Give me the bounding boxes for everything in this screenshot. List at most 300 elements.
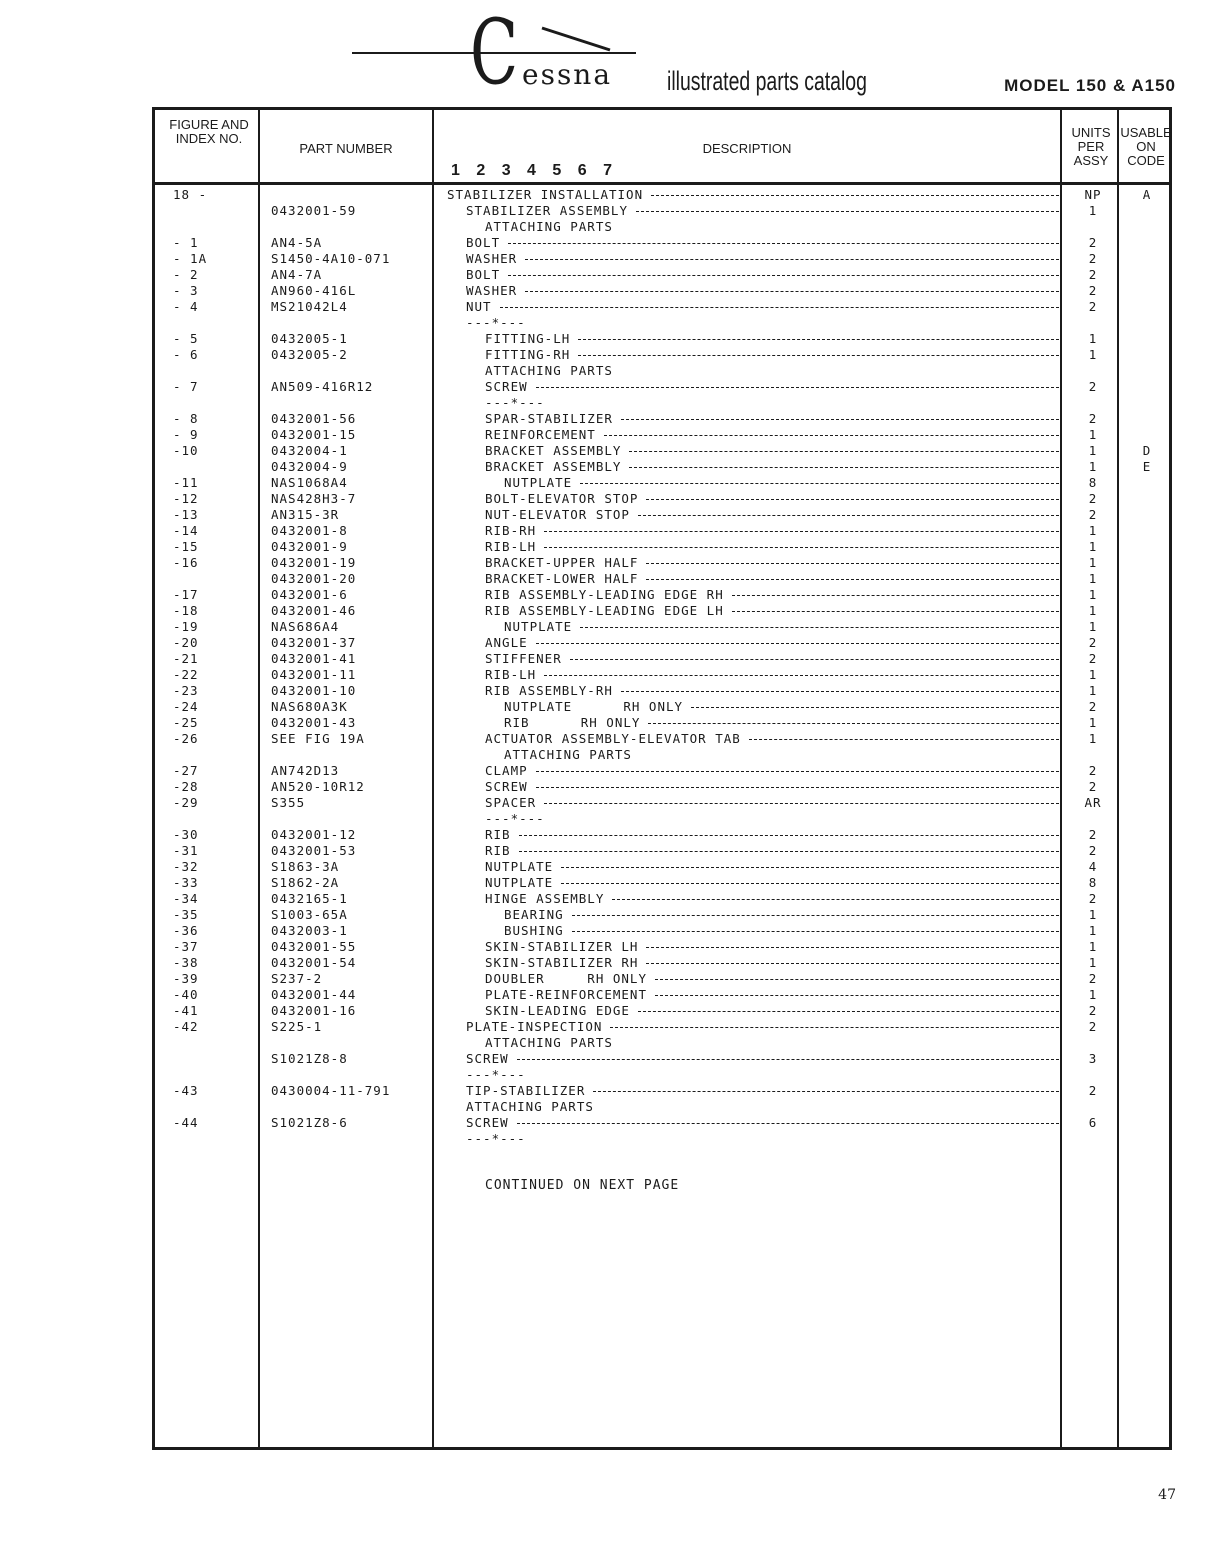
cessna-logo-c: C (470, 0, 517, 105)
leader-dashes (655, 995, 1059, 996)
units-per-assy: 2 (1088, 891, 1098, 906)
table-row (155, 811, 1169, 827)
units-per-assy: 1 (1088, 587, 1098, 602)
description-text: ATTACHING PARTS (485, 1035, 613, 1050)
units-per-assy: 2 (1088, 235, 1098, 250)
description-text: BOLT (466, 267, 501, 282)
part-number: S1863-3A (271, 859, 340, 874)
usable-on-code: E (1142, 459, 1152, 474)
part-number: 0432001-43 (271, 715, 357, 730)
part-number: 0432001-54 (271, 955, 357, 970)
description-cell (447, 267, 1059, 283)
description-cell (447, 907, 1059, 923)
description-text: RIB ASSEMBLY-LEADING EDGE LH (485, 603, 724, 618)
description-cell (447, 283, 1059, 299)
units-per-assy: 2 (1088, 779, 1098, 794)
units-per-assy: 2 (1088, 651, 1098, 666)
units-per-assy: 1 (1088, 683, 1098, 698)
description-text: ---*--- (466, 1131, 526, 1146)
description-cell (447, 475, 1059, 491)
description-text: ---*--- (466, 1067, 526, 1082)
part-number: AN742D13 (271, 763, 340, 778)
part-number: 0432003-1 (271, 923, 348, 938)
table-row (155, 891, 1169, 907)
part-number: 0432005-2 (271, 347, 348, 362)
header-divider (155, 182, 1169, 185)
part-number: 0432001-8 (271, 523, 348, 538)
table-row (155, 763, 1169, 779)
units-per-assy: 1 (1088, 667, 1098, 682)
units-per-assy: 2 (1088, 379, 1098, 394)
table-row (155, 907, 1169, 923)
description-cell (447, 619, 1059, 635)
part-number: 0432004-9 (271, 459, 348, 474)
col-header-figure: FIGURE AND INDEX NO. (169, 117, 249, 146)
index-number: -31 (173, 843, 199, 858)
leader-dashes (636, 211, 1059, 212)
table-row (155, 923, 1169, 939)
leader-dashes (561, 867, 1059, 868)
units-per-assy: 3 (1088, 1051, 1098, 1066)
description-cell (447, 1051, 1059, 1067)
leader-dashes (749, 739, 1059, 740)
description-text: ANGLE (485, 635, 528, 650)
table-row (155, 267, 1169, 283)
part-number: 0432001-59 (271, 203, 357, 218)
index-number: -33 (173, 875, 199, 890)
description-text: NUTPLATE RH ONLY (504, 699, 684, 714)
description-text: SCREW (485, 779, 528, 794)
leader-dashes (629, 467, 1059, 468)
leader-dashes (561, 883, 1059, 884)
leader-dashes (612, 899, 1059, 900)
description-cell (447, 331, 1059, 347)
description-cell (447, 811, 1059, 827)
page-number: 47 (1158, 1487, 1176, 1503)
description-text: RIB ASSEMBLY-LEADING EDGE RH (485, 587, 724, 602)
description-text: BRACKET ASSEMBLY (485, 443, 622, 458)
description-cell (447, 571, 1059, 587)
description-text: SKIN-LEADING EDGE (485, 1003, 630, 1018)
table-row (155, 555, 1169, 571)
part-number: S225-1 (271, 1019, 323, 1034)
leader-dashes (610, 1027, 1059, 1028)
units-per-assy: NP (1084, 187, 1102, 202)
part-number: 0432001-6 (271, 587, 348, 602)
description-text: DOUBLER RH ONLY (485, 971, 647, 986)
table-row (155, 667, 1169, 683)
units-per-assy: 2 (1088, 507, 1098, 522)
leader-dashes (604, 435, 1059, 436)
units-per-assy: 1 (1088, 715, 1098, 730)
index-number: -44 (173, 1115, 199, 1130)
description-cell (447, 875, 1059, 891)
description-cell (447, 363, 1059, 379)
description-text: ---*--- (485, 811, 545, 826)
description-text: SPACER (485, 795, 537, 810)
part-number: 0432001-41 (271, 651, 357, 666)
index-number: -16 (173, 555, 199, 570)
catalog-title: illustrated parts catalog (667, 66, 867, 96)
index-number: -37 (173, 939, 199, 954)
leader-dashes (570, 659, 1059, 660)
part-number: NAS1068A4 (271, 475, 348, 490)
usable-on-code: D (1142, 443, 1152, 458)
description-text: SPAR-STABILIZER (485, 411, 613, 426)
description-cell (447, 939, 1059, 955)
table-row (155, 603, 1169, 619)
part-number: 0430004-11-791 (271, 1083, 391, 1098)
leader-dashes (593, 1091, 1059, 1092)
table-row (155, 587, 1169, 603)
description-cell (447, 315, 1059, 331)
index-number: 18 - (173, 187, 208, 202)
index-number: -29 (173, 795, 199, 810)
index-number: -26 (173, 731, 199, 746)
units-per-assy: 1 (1088, 347, 1098, 362)
leader-dashes (580, 627, 1059, 628)
part-number: S1021Z8-6 (271, 1115, 348, 1130)
description-text: RIB (485, 827, 511, 842)
index-number: - 1 (173, 235, 199, 250)
part-number: 0432001-46 (271, 603, 357, 618)
table-row (155, 651, 1169, 667)
description-cell (447, 1003, 1059, 1019)
table-row (155, 827, 1169, 843)
index-number: - 1A (173, 251, 208, 266)
description-cell (447, 603, 1059, 619)
table-row (155, 331, 1169, 347)
description-cell (447, 779, 1059, 795)
description-cell (447, 891, 1059, 907)
units-per-assy: 1 (1088, 203, 1098, 218)
part-number: 0432165-1 (271, 891, 348, 906)
description-cell (447, 347, 1059, 363)
description-cell (447, 1131, 1059, 1147)
units-per-assy: 8 (1088, 875, 1098, 890)
description-cell (447, 987, 1059, 1003)
part-number: S1862-2A (271, 875, 340, 890)
description-cell (447, 667, 1059, 683)
units-per-assy: 1 (1088, 571, 1098, 586)
indent-levels: 1 2 3 4 5 6 7 (451, 162, 618, 179)
units-per-assy: 2 (1088, 411, 1098, 426)
col-header-description: DESCRIPTION (702, 141, 792, 156)
table-row (155, 859, 1169, 875)
leader-dashes (519, 851, 1059, 852)
leader-dashes (536, 787, 1059, 788)
description-text: STABILIZER INSTALLATION (447, 187, 644, 202)
table-row (155, 395, 1169, 411)
part-number: AN960-416L (271, 283, 357, 298)
part-number: 0432001-53 (271, 843, 357, 858)
part-number: 0432001-19 (271, 555, 357, 570)
description-text: TIP-STABILIZER (466, 1083, 586, 1098)
description-text: BRACKET-LOWER HALF (485, 571, 639, 586)
table-row (155, 635, 1169, 651)
description-cell (447, 1067, 1059, 1083)
leader-dashes (500, 307, 1059, 308)
table-row (155, 939, 1169, 955)
part-number: AN509-416R12 (271, 379, 374, 394)
leader-dashes (536, 387, 1059, 388)
description-cell (447, 683, 1059, 699)
units-per-assy: 4 (1088, 859, 1098, 874)
description-cell (447, 443, 1059, 459)
description-text: BOLT (466, 235, 501, 250)
description-text: RIB-LH (485, 667, 537, 682)
description-text: NUT (466, 299, 492, 314)
description-text: HINGE ASSEMBLY (485, 891, 605, 906)
description-cell (447, 955, 1059, 971)
description-text: RIB RH ONLY (504, 715, 641, 730)
description-cell (447, 1083, 1059, 1099)
description-text: BEARING (504, 907, 564, 922)
description-cell (447, 411, 1059, 427)
index-number: - 8 (173, 411, 199, 426)
continued-note: CONTINUED ON NEXT PAGE (485, 1178, 680, 1193)
leader-dashes (572, 931, 1059, 932)
index-number: -23 (173, 683, 199, 698)
description-cell (447, 219, 1059, 235)
table-row (155, 955, 1169, 971)
units-per-assy: 1 (1088, 907, 1098, 922)
leader-dashes (648, 723, 1059, 724)
description-cell (447, 731, 1059, 747)
table-row (155, 507, 1169, 523)
part-number: AN4-5A (271, 235, 323, 250)
leader-dashes (544, 675, 1059, 676)
units-per-assy: 1 (1088, 427, 1098, 442)
units-per-assy: 1 (1088, 603, 1098, 618)
table-row (155, 203, 1169, 219)
part-number: 0432001-16 (271, 1003, 357, 1018)
index-number: -21 (173, 651, 199, 666)
table-row (155, 1083, 1169, 1099)
description-text: BRACKET ASSEMBLY (485, 459, 622, 474)
model-label: MODEL 150 & A150 (1004, 76, 1176, 95)
description-cell (447, 251, 1059, 267)
units-per-assy: 2 (1088, 635, 1098, 650)
part-number: NAS680A3K (271, 699, 348, 714)
index-number: -13 (173, 507, 199, 522)
leader-dashes (646, 947, 1059, 948)
units-per-assy: 2 (1088, 971, 1098, 986)
leader-dashes (646, 579, 1059, 580)
table-row (155, 379, 1169, 395)
col-header-usable-code: USABLE ON CODE (1120, 125, 1172, 168)
index-number: -10 (173, 443, 199, 458)
index-number: -32 (173, 859, 199, 874)
table-row (155, 971, 1169, 987)
leader-dashes (732, 595, 1059, 596)
description-cell (447, 859, 1059, 875)
description-text: ATTACHING PARTS (466, 1099, 594, 1114)
index-number: -35 (173, 907, 199, 922)
leader-dashes (525, 259, 1059, 260)
description-text: FITTING-RH (485, 347, 571, 362)
leader-dashes (646, 563, 1059, 564)
index-number: -14 (173, 523, 199, 538)
table-row (155, 1067, 1169, 1083)
part-number: 0432005-1 (271, 331, 348, 346)
description-cell (447, 1019, 1059, 1035)
description-cell (447, 843, 1059, 859)
description-text: RIB-LH (485, 539, 537, 554)
leader-dashes (732, 611, 1059, 612)
table-row (155, 1115, 1169, 1131)
description-text: BOLT-ELEVATOR STOP (485, 491, 639, 506)
description-cell (447, 795, 1059, 811)
description-text: SKIN-STABILIZER LH (485, 939, 639, 954)
table-row (155, 683, 1169, 699)
description-text: SCREW (466, 1051, 509, 1066)
units-per-assy: 2 (1088, 1003, 1098, 1018)
units-per-assy: 2 (1088, 843, 1098, 858)
table-row (155, 1035, 1169, 1051)
description-cell (447, 507, 1059, 523)
description-cell (447, 187, 1059, 203)
units-per-assy: 2 (1088, 699, 1098, 714)
description-text: RIB-RH (485, 523, 537, 538)
units-per-assy: 2 (1088, 827, 1098, 842)
units-per-assy: 2 (1088, 763, 1098, 778)
table-row (155, 1019, 1169, 1035)
leader-dashes (508, 243, 1059, 244)
table-row (155, 363, 1169, 379)
index-number: - 5 (173, 331, 199, 346)
description-text: PLATE-REINFORCEMENT (485, 987, 647, 1002)
description-cell (447, 651, 1059, 667)
description-cell (447, 299, 1059, 315)
table-row (155, 795, 1169, 811)
description-text: ---*--- (485, 395, 545, 410)
part-number: 0432001-12 (271, 827, 357, 842)
index-number: -40 (173, 987, 199, 1002)
units-per-assy: 1 (1088, 619, 1098, 634)
units-per-assy: 1 (1088, 443, 1098, 458)
leader-dashes (508, 275, 1059, 276)
part-number: S355 (271, 795, 306, 810)
description-cell (447, 763, 1059, 779)
description-cell (447, 635, 1059, 651)
index-number: -12 (173, 491, 199, 506)
table-row (155, 843, 1169, 859)
units-per-assy: 2 (1088, 1019, 1098, 1034)
table-row (155, 699, 1169, 715)
description-cell (447, 1115, 1059, 1131)
part-number: 0432001-11 (271, 667, 357, 682)
part-number: S237-2 (271, 971, 323, 986)
description-text: NUTPLATE (504, 619, 573, 634)
part-number: 0432001-37 (271, 635, 357, 650)
leader-dashes (544, 803, 1059, 804)
units-per-assy: 1 (1088, 523, 1098, 538)
units-per-assy: 1 (1088, 923, 1098, 938)
index-number: -15 (173, 539, 199, 554)
description-text: RIB ASSEMBLY-RH (485, 683, 613, 698)
leader-dashes (525, 291, 1059, 292)
leader-dashes (578, 339, 1059, 340)
index-number: -39 (173, 971, 199, 986)
col-header-units: UNITS PER ASSY (1071, 125, 1111, 168)
part-number: NAS686A4 (271, 619, 340, 634)
description-text: ATTACHING PARTS (485, 219, 613, 234)
part-number: MS21042L4 (271, 299, 348, 314)
description-text: STABILIZER ASSEMBLY (466, 203, 628, 218)
table-row (155, 1099, 1169, 1115)
part-number: S1021Z8-8 (271, 1051, 348, 1066)
table-row (155, 235, 1169, 251)
index-number: -42 (173, 1019, 199, 1034)
part-number: 0432001-9 (271, 539, 348, 554)
units-per-assy: 1 (1088, 955, 1098, 970)
cessna-logo-swoosh-icon (540, 26, 640, 56)
table-row (155, 411, 1169, 427)
description-cell (447, 235, 1059, 251)
leader-dashes (517, 1059, 1059, 1060)
leader-dashes (691, 707, 1059, 708)
table-row (155, 427, 1169, 443)
index-number: - 4 (173, 299, 199, 314)
leader-dashes (519, 835, 1059, 836)
table-row (155, 443, 1169, 459)
units-per-assy: AR (1084, 795, 1102, 810)
description-cell (447, 747, 1059, 763)
table-row (155, 523, 1169, 539)
table-row (155, 571, 1169, 587)
description-text: SCREW (485, 379, 528, 394)
table-row (155, 747, 1169, 763)
table-row (155, 1051, 1169, 1067)
index-number: -11 (173, 475, 199, 490)
parts-table (152, 107, 1172, 1450)
units-per-assy: 1 (1088, 331, 1098, 346)
table-row (155, 1003, 1169, 1019)
table-row (155, 459, 1169, 475)
index-number: -20 (173, 635, 199, 650)
part-number: 0432001-15 (271, 427, 357, 442)
leader-dashes (646, 963, 1059, 964)
units-per-assy: 1 (1088, 731, 1098, 746)
index-number: -27 (173, 763, 199, 778)
part-number: 0432001-44 (271, 987, 357, 1002)
description-text: SCREW (466, 1115, 509, 1130)
leader-dashes (621, 419, 1059, 420)
units-per-assy: 1 (1088, 459, 1098, 474)
units-per-assy: 2 (1088, 283, 1098, 298)
index-number: -43 (173, 1083, 199, 1098)
index-number: - 7 (173, 379, 199, 394)
units-per-assy: 2 (1088, 491, 1098, 506)
index-number: -38 (173, 955, 199, 970)
leader-dashes (629, 451, 1059, 452)
table-row (155, 187, 1169, 203)
description-cell (447, 555, 1059, 571)
description-text: NUTPLATE (485, 859, 554, 874)
part-number: 0432004-1 (271, 443, 348, 458)
table-row (155, 715, 1169, 731)
description-text: NUTPLATE (485, 875, 554, 890)
leader-dashes (544, 531, 1059, 532)
table-row (155, 987, 1169, 1003)
units-per-assy: 1 (1088, 939, 1098, 954)
leader-dashes (536, 643, 1059, 644)
leader-dashes (578, 355, 1059, 356)
description-text: NUTPLATE (504, 475, 573, 490)
table-row (155, 619, 1169, 635)
table-body (155, 187, 1169, 1147)
